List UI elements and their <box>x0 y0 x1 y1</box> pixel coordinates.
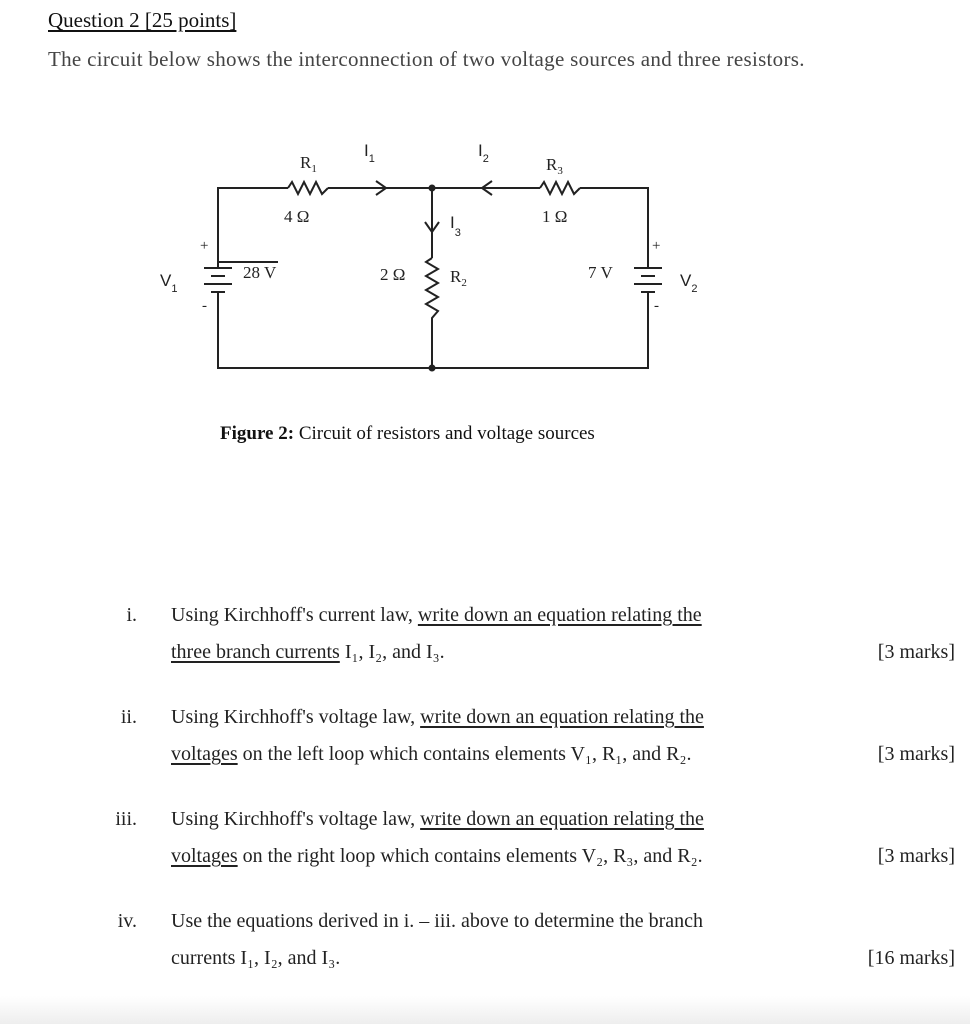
page-bottom-shade <box>0 996 970 1024</box>
question-marks: [3 marks] <box>877 845 955 867</box>
label-r1-value: 4 Ω <box>284 207 310 226</box>
label-v1-minus: - <box>202 298 207 314</box>
resistor-r3 <box>540 182 580 194</box>
label-r3-value: 1 Ω <box>542 207 568 226</box>
label-v1-plus: + <box>200 238 209 254</box>
question-item-iv <box>0 910 970 990</box>
question-heading: Question 2 [25 points] <box>48 8 237 32</box>
question-number: iv. <box>117 910 137 932</box>
question-line-2: currents I₁, I₂, and I₃. <box>171 947 341 969</box>
label-r3: $R_3$ <box>546 155 563 177</box>
label-i2: $I_2$ <box>478 141 489 165</box>
resistor-r2 <box>426 258 438 322</box>
junction-top <box>429 185 436 192</box>
label-r1: $R_1$ <box>300 153 317 175</box>
resistor-r1 <box>288 182 328 194</box>
question-line-2: three branch currents I₁, I₂, and I₃. <box>171 641 445 663</box>
label-r2: $R_2$ <box>450 267 467 289</box>
label-i3: $I_3$ <box>450 213 461 239</box>
question-intro: The circuit below shows the interconnection of two voltage sources and three resistors. <box>48 47 805 71</box>
question-line-2: voltages on the left loop which contains elements V₁, R₁, and R₂. <box>171 743 692 765</box>
figure-caption <box>220 423 595 445</box>
label-v2: $V_2$ <box>680 271 698 295</box>
label-v2-value: 7 V <box>588 263 613 282</box>
circuit-diagram <box>140 130 720 390</box>
junction-bottom <box>429 365 436 372</box>
label-v2-minus: - <box>654 298 659 314</box>
battery-v1 <box>204 262 232 308</box>
label-v2-plus: + <box>652 238 661 254</box>
question-marks: [3 marks] <box>877 743 955 765</box>
question-line-1: Use the equations derived in i. – iii. above to determine the branch <box>171 910 704 932</box>
circuit-wires <box>218 188 648 368</box>
question-item-ii <box>0 706 970 786</box>
question-number: ii. <box>120 706 137 728</box>
figure-caption-text: Circuit of resistors and voltage sources <box>298 423 595 444</box>
figure-caption-label: Figure 2: <box>220 423 295 444</box>
question-item-i <box>0 604 970 684</box>
question-line-1: Using Kirchhoff's voltage law, write down an equation relating the <box>171 808 704 830</box>
label-v1: $V_1$ <box>160 271 178 295</box>
question-item-iii <box>0 808 970 888</box>
label-i1: $I_1$ <box>364 141 375 165</box>
label-r2-value: 2 Ω <box>380 265 406 284</box>
question-line-1: Using Kirchhoff's voltage law, write down an equation relating the <box>171 706 704 728</box>
question-line-2: voltages on the right loop which contains elements V₂, R₃, and R₂. <box>171 845 703 867</box>
question-marks: [3 marks] <box>877 641 955 663</box>
question-line-1: Using Kirchhoff's current law, write down an equation relating the <box>171 604 702 626</box>
question-number: iii. <box>115 808 137 830</box>
label-v1-value: 28 V <box>243 263 277 282</box>
question-number: i. <box>126 604 137 626</box>
question-marks: [16 marks] <box>867 947 955 969</box>
